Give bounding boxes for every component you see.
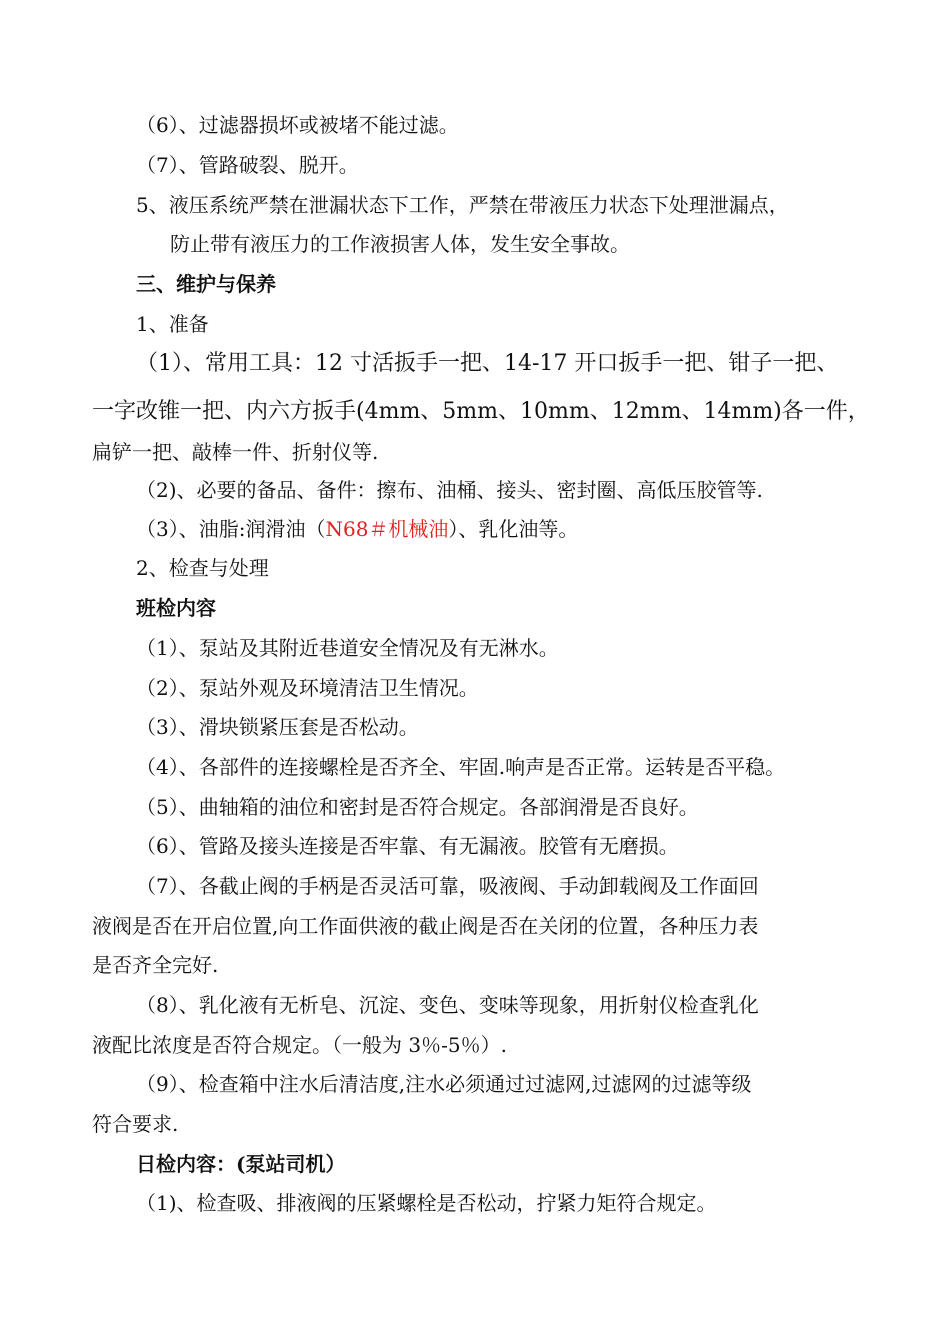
text-line: （2)、必要的备品、备件：擦布、油桶、接头、密封圈、高低压胶管等. (136, 478, 763, 502)
section-heading: 班检内容 (136, 596, 216, 620)
text-segment: （3）、油脂:润滑油（ (136, 517, 326, 541)
text-line: （2）、泵站外观及环境清洁卫生情况。 (136, 676, 479, 700)
subsection-heading: 1、准备 (136, 312, 209, 336)
text-line: 液阀是否在开启位置,向工作面供液的截止阀是否在关闭的位置，各种压力表 (92, 914, 759, 938)
text-line: （5）、曲轴箱的油位和密封是否符合规定。各部润滑是否良好。 (136, 795, 699, 819)
subsection-heading: 2、检查与处理 (136, 556, 269, 580)
text-line: （9）、检查箱中注水后清洁度,注水必须通过过滤网,过滤网的过滤等级 (136, 1072, 752, 1096)
text-line: （1）、泵站及其附近巷道安全情况及有无淋水。 (136, 636, 559, 660)
text-line: 液配比浓度是否符合规定。（一般为 3％-5％）. (92, 1033, 507, 1057)
text-line-with-highlight (136, 516, 578, 542)
text-segment: ）、乳化油等。 (448, 517, 579, 541)
text-line: （3）、滑块锁紧压套是否松动。 (136, 715, 419, 739)
text-line: 一字改锥一把、内六方扳手(4mm、5mm、10mm、12mm、14mm)各一件， (92, 399, 870, 424)
text-line: （7）、各截止阀的手柄是否灵活可靠，吸液阀、手动卸载阀及工作面回 (136, 874, 759, 898)
section-heading: 日检内容：(泵站司机） (136, 1152, 346, 1176)
text-line: （1）、常用工具：12 寸活扳手一把、14-17 开口扳手一把、钳子一把、 (136, 351, 839, 376)
text-line: （7）、管路破裂、脱开。 (136, 153, 359, 177)
text-line: （8）、乳化液有无析皂、沉淀、变色、变味等现象，用折射仪检查乳化 (136, 993, 759, 1017)
text-line: 符合要求. (92, 1112, 179, 1136)
text-line: 是否齐全完好. (92, 953, 219, 977)
text-line: （6）、管路及接头连接是否牢靠、有无漏液。胶管有无磨损。 (136, 834, 679, 858)
text-line: 5、液压系统严禁在泄漏状态下工作，严禁在带液压力状态下处理泄漏点， (136, 193, 789, 217)
text-line: （6）、过滤器损坏或被堵不能过滤。 (136, 113, 459, 137)
section-heading: 三、维护与保养 (136, 272, 276, 296)
text-line: （1)、检查吸、排液阀的压紧螺栓是否松动，拧紧力矩符合规定。 (136, 1191, 717, 1215)
highlighted-oil-name: N68＃机械油 (325, 517, 449, 541)
text-line: 防止带有液压力的工作液损害人体，发生安全事故。 (170, 232, 630, 256)
text-line: 扁铲一把、敲棒一件、折射仪等. (92, 440, 379, 464)
text-line: （4）、各部件的连接螺栓是否齐全、牢固.响声是否正常。运转是否平稳。 (136, 755, 786, 779)
